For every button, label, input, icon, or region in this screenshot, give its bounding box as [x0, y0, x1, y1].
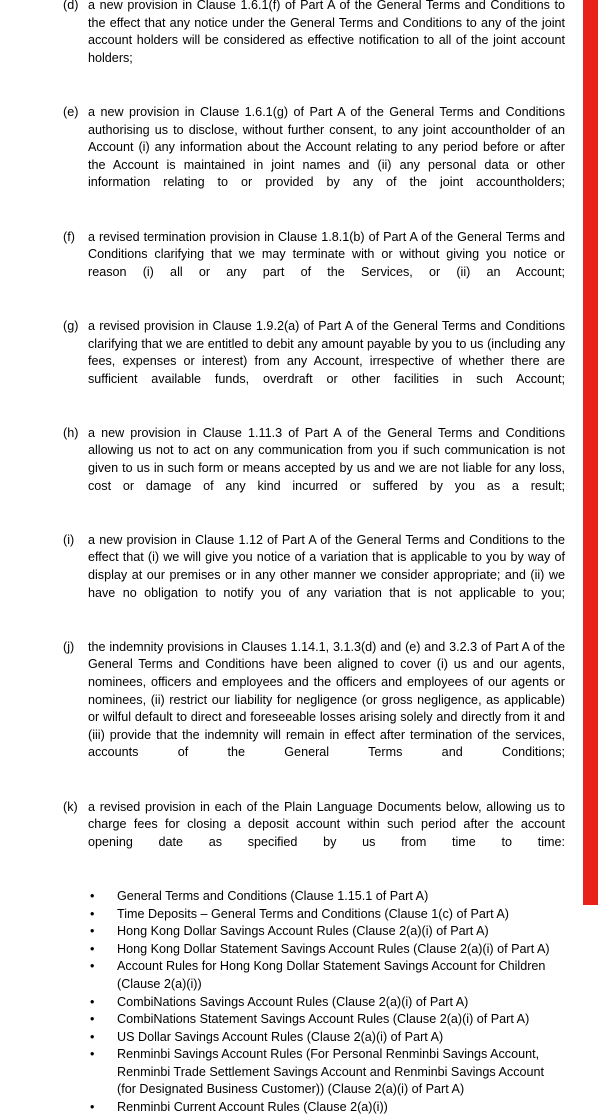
bullet-icon: • — [90, 906, 95, 921]
list-item-label: General Terms and Conditions (Clause 1.15.1 of Part A) — [117, 888, 429, 903]
list-item-label: CombiNations Savings Account Rules (Clause 2(a)(i) of Part A) — [117, 994, 469, 1009]
clause-label: (e) — [63, 104, 79, 119]
list-item — [0, 888, 583, 906]
bullet-icon: • — [90, 888, 95, 903]
list-item-label: Renminbi Current Account Rules (Clause 2(a)(i)) — [117, 1100, 388, 1115]
list-item — [0, 941, 583, 959]
list-item — [0, 1099, 583, 1117]
bullet-icon: • — [90, 1047, 95, 1062]
clause-text: a revised provision in Clause 1.9.2(a) of Part A of the General Terms and Conditions clarifying that we are entitled to debit any amount payable by you to us (including any fees, expenses or interest) from any Account, irrespective of whether there are sufficient available funds, overdraft or other facilities in such Account; — [88, 318, 565, 386]
clause-text: a new provision in Clause 1.11.3 of Part A of the General Terms and Conditions allowing us not to act on any communication from you if such communication is not given to us in such form or means accepted by us and we are not liable for any loss, cost or damage of any kind incurred or suffered by you as a result; — [88, 425, 565, 493]
list-item — [0, 1029, 583, 1047]
plain-language-documents-list-wrapper — [0, 888, 583, 1117]
clause-text: a revised termination provision in Clause 1.8.1(b) of Part A of the General Terms and Conditions clarifying that we may terminate with or without giving you notice or reason (i) all or any part of the Services, or (ii) an Account; — [88, 229, 565, 279]
plain-language-documents-list — [0, 888, 583, 1117]
clause-item — [0, 799, 583, 869]
clause-label: (j) — [63, 639, 75, 654]
list-item — [0, 1046, 583, 1099]
clause-item — [0, 104, 583, 210]
bullet-icon: • — [90, 1100, 95, 1115]
list-item-label: Account Rules for Hong Kong Dollar Statement Savings Account for Children (Clause 2(a)(i)) — [117, 959, 546, 991]
clause-item — [0, 229, 583, 299]
list-item-label: Renminbi Savings Account Rules (For Personal Renminbi Savings Account, Renminbi Trade Settlement Savings Account and Renminbi Savings Account (for Designated Business Customer)) (Clause 2(a)(i) of Part A) — [117, 1047, 545, 1097]
bullet-icon: • — [90, 1012, 95, 1027]
list-item-label: Hong Kong Dollar Savings Account Rules (Clause 2(a)(i) of Part A) — [117, 924, 489, 939]
clause-label: (f) — [63, 229, 75, 244]
clause-label: (g) — [63, 318, 79, 333]
clause-item — [0, 425, 583, 513]
clause-item — [0, 532, 583, 620]
list-item — [0, 958, 583, 993]
clause-label: (i) — [63, 532, 75, 547]
clause-text: a revised provision in each of the Plain Language Documents below, allowing us to charge fees for closing a deposit account within such period after the account opening date as specified by us from time to time: — [88, 799, 565, 849]
clause-label: (d) — [63, 0, 79, 12]
clause-item — [0, 639, 583, 780]
list-item-label: Time Deposits – General Terms and Conditions (Clause 1(c) of Part A) — [117, 906, 509, 921]
clause-text: a new provision in Clause 1.12 of Part A of the General Terms and Conditions to the effect that (i) we will give you notice of a variation that is applicable to you by way of display at our premises or in any other manner we consider appropriate; and (ii) we have no obligation to notify you of any variation that is not applicable to you; — [88, 532, 565, 600]
list-item — [0, 906, 583, 924]
bullet-icon: • — [90, 959, 95, 974]
clause-item — [0, 0, 583, 85]
list-item — [0, 923, 583, 941]
list-item-label: US Dollar Savings Account Rules (Clause 2(a)(i) of Part A) — [117, 1029, 444, 1044]
clause-item — [0, 318, 583, 406]
bullet-icon: • — [90, 941, 95, 956]
clause-text: the indemnity provisions in Clauses 1.14.1, 3.1.3(d) and (e) and 3.2.3 of Part A of the General Terms and Conditions have been aligned to cover (i) us and our agents, nominees, officers and employees and the officers and employees of our agents or nominees, (ii) restrict our liability for negligence (or gross negligence, as applicable) or wilful default to direct and foreseeable losses arising solely and directly from it and (iii) provide that the indemnity will remain in effect after termination of the services, accounts of the General Terms and Conditions; — [88, 639, 565, 760]
bullet-icon: • — [90, 924, 95, 939]
clause-text: a new provision in Clause 1.6.1(g) of Part A of the General Terms and Conditions authorising us to disclose, without further consent, to any joint accountholder of an Account (i) any information about the Account relating to any period before or after the Account is maintained in joint names and (ii) any personal data or other information relating to or provided by any of the joint accountholders; — [88, 104, 565, 190]
bullet-icon: • — [90, 1029, 95, 1044]
list-item — [0, 1011, 583, 1029]
bullet-icon: • — [90, 994, 95, 1009]
clause-label: (h) — [63, 425, 79, 440]
list-item — [0, 994, 583, 1012]
list-item-label: Hong Kong Dollar Statement Savings Account Rules (Clause 2(a)(i) of Part A) — [117, 941, 550, 956]
revision-bar — [583, 0, 598, 905]
clause-text: a new provision in Clause 1.6.1(f) of Part A of the General Terms and Conditions to the effect that any notice under the General Terms and Conditions to any of the joint account holders will be considered as effective notification to all of the joint account holders; — [88, 0, 565, 65]
list-item-label: CombiNations Statement Savings Account Rules (Clause 2(a)(i) of Part A) — [117, 1012, 530, 1027]
clause-label: (k) — [63, 799, 78, 814]
